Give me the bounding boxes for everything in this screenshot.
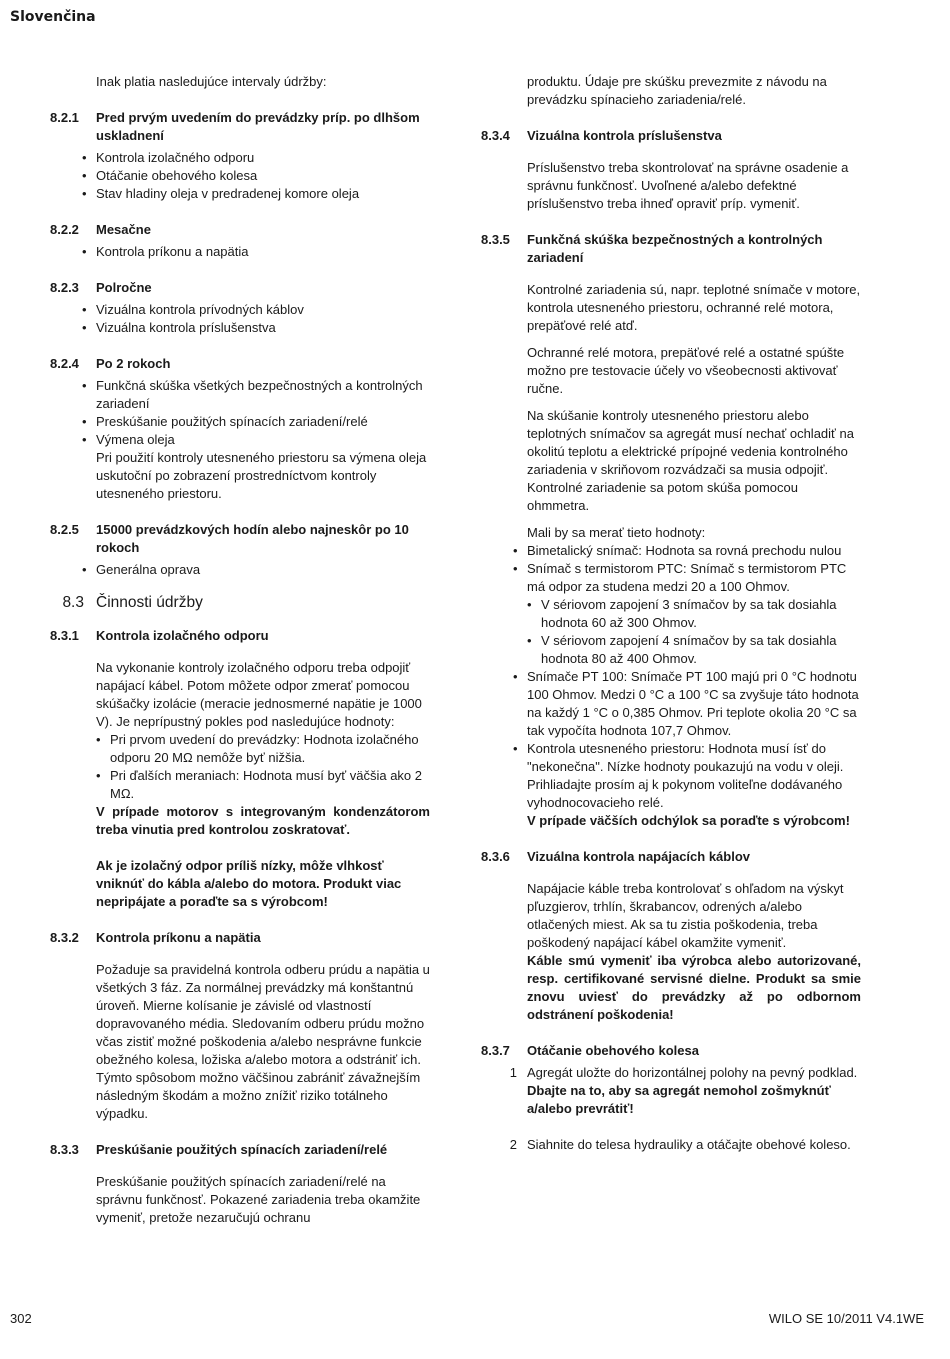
- accessories-text: Príslušenstvo treba skontrolovať na správne osadenie a správnu funkčnosť. Uvoľnené a/alebo defektné príslušenstvo treba ihneď opraviť príp. vymeniť.: [527, 160, 849, 211]
- list-8-2-1: [50, 149, 430, 203]
- section-title: Pred prvým uvedením do prevádzky príp. po dlhšom uskladnení: [96, 110, 420, 143]
- list-item: • Kontrola príkonu a napätia: [82, 244, 249, 259]
- page-number: 302: [10, 1311, 32, 1326]
- current-check-text: Požaduje sa pravidelná kontrola odberu prúdu a napätia u všetkých 3 fáz. Za normálnej prevádzky má konštantnú úroveň. Mierne kolísanie je závislé od vlastností dopravovaného média. Sledovaním odberu prúdu možno včas zistiť možné poškodenia a/alebo nesprávne funkcie obežného kolesa, ložiska a/alebo motora a odstrániť ich. Týmto spôsobom možno väčšinou zabrániť závažnejším následným škodám a možno znížiť riziko totálneho výpadku.: [96, 962, 430, 1121]
- section-8-3-1: 8.3.1 Kontrola izolačného odporu: [50, 628, 269, 643]
- oil-change-note: Pri použití kontroly utesneného priestoru sa výmena oleja uskutoční po zobrazení prostredníctvom kontroly utesneného priestoru.: [96, 450, 427, 501]
- cables-warning: Káble smú vymeniť iba výrobca alebo autorizované, resp. certifikované servisné dielne. Produkt sa smie znovu uviesť do prevádzky až po odbornom odstránení poškodenia!: [527, 953, 861, 1022]
- section-8-3-6: 8.3.6 Vizuálna kontrola napájacích káblov: [481, 849, 750, 864]
- list-item: • Výmena oleja: [82, 432, 175, 447]
- list-item: • V sériovom zapojení 3 snímačov by sa tak dosiahla hodnota 60 až 300 Ohmov.: [527, 597, 837, 630]
- section-8-2-3: 8.2.3 Polročne: [50, 280, 152, 295]
- left-column: [50, 73, 430, 1227]
- insulation-list: [50, 731, 430, 803]
- list-item: • Vizuálna kontrola príslušenstva: [82, 320, 276, 335]
- list-8-2-5: [50, 561, 430, 579]
- list-item: • Kontrola utesneného priestoru: Hodnota musí ísť do "nekonečna". Nízke hodnoty poukazujú na vodu v oleji. Prihliadajte prosím aj k pokynom voliteľne dodávaného vyhodnocovacieho relé.: [513, 741, 844, 810]
- section-8-3-4: 8.3.4 Vizuálna kontrola príslušenstva: [481, 128, 722, 143]
- section-8-3-3: 8.3.3 Preskúšanie použitých spínacích zariadení/relé: [50, 1142, 388, 1157]
- cables-text: Napájacie káble treba kontrolovať s ohľadom na výskyt pľuzgierov, trhlín, škrabancov, odrených a/alebo otlačených miest. Ak sa tu zistia poškodenia, treba poškodený napájací kábel okamžite vymeniť.: [527, 881, 844, 950]
- list-item: • Stav hladiny oleja v predradenej komore oleja: [82, 186, 360, 201]
- list-item: • Vizuálna kontrola prívodných káblov: [82, 302, 304, 317]
- list-item: • Generálna oprava: [82, 562, 201, 577]
- capacitor-warning: V prípade motorov s integrovaným kondenzátorom treba vinutia pred kontrolou zoskratovať.: [96, 804, 430, 837]
- list-item: • V sériovom zapojení 4 snímačov by sa tak dosiahla hodnota 80 až 400 Ohmov.: [527, 633, 837, 666]
- monitoring-p3: Na skúšanie kontroly utesneného priestoru alebo teplotných snímačov sa agregát musí nechať ochladiť na okolitú teplotu a elektrické prípojné vedenia kontrolného zariadenia v skriňovom rozvádzači sa musia odpojiť. Kontrolné zariadenie sa potom skúša pomocou ohmmetra.: [527, 408, 854, 513]
- section-8-3-5: 8.3.5 Funkčná skúška bezpečnostných a kontrolných zariadení: [481, 232, 823, 265]
- section-8-2-5: 8.2.5 15000 prevádzkových hodín alebo najneskôr po 10 rokoch: [50, 522, 409, 555]
- step-2: 2 Siahnite do telesa hydrauliky a otáčajte obehové koleso.: [509, 1137, 851, 1152]
- monitoring-p1: Kontrolné zariadenia sú, napr. teplotné snímače v motore, kontrola utesneného priestoru, ochranné relé motora, prepäťové relé atď.: [527, 282, 861, 333]
- insulation-warning: Ak je izolačný odpor príliš nízky, môže vlhkosť vniknúť do kábla a/alebo do motora. Produkt viac nepripájate a poraďte sa s výrobcom!: [96, 858, 402, 909]
- section-8-3-heading: 8.3 Činnosti údržby: [62, 594, 203, 611]
- list-item: • Otáčanie obehového kolesa: [82, 168, 258, 183]
- measure-list: [481, 542, 861, 812]
- list-item: • Pri prvom uvedení do prevádzky: Hodnota izolačného odporu 20 MΩ nemôže byť nižšia.: [96, 732, 419, 765]
- page-header-language: Slovenčina: [10, 9, 96, 25]
- ptc-sublist: [527, 596, 861, 668]
- section-8-3-7: 8.3.7 Otáčanie obehového kolesa: [481, 1043, 699, 1058]
- switchgear-text: Preskúšanie použitých spínacích zariadení/relé na správnu funkčnosť. Pokazené zariadenia treba okamžite vymeniť, pretože nezaručujú ochranu: [96, 1174, 421, 1225]
- list-8-2-4: [50, 377, 430, 449]
- list-8-2-3: [50, 301, 430, 337]
- section-8-2-2: 8.2.2 Mesačne: [50, 222, 151, 237]
- section-8-3-2: 8.3.2 Kontrola príkonu a napätia: [50, 930, 261, 945]
- monitoring-p4: Mali by sa merať tieto hodnoty:: [527, 525, 706, 540]
- list-item: • Bimetalický snímač: Hodnota sa rovná prechodu nulou: [513, 543, 842, 558]
- insulation-text: Na vykonanie kontroly izolačného odporu treba odpojiť napájací kábel. Potom môžete odpor zmerať pomocou skúšačky izolácie (meracie jednosmerné napätie je 1000 V). Je neprípustný pokles pod nasledujúce hodnoty:: [96, 660, 422, 729]
- section-number: 8.2.1: [50, 110, 79, 125]
- continued-text: produktu. Údaje pre skúšku prevezmite z návodu na prevádzku spínacieho zariadenia/relé.: [527, 74, 827, 107]
- section-8-2-1: [50, 109, 430, 145]
- list-item: • Preskúšanie použitých spínacích zariadení/relé: [82, 414, 368, 429]
- monitoring-p2: Ochranné relé motora, prepäťové relé a ostatné spúšte možno pre testovacie účely vo všeobecnosti aktivovať ručne.: [527, 345, 845, 396]
- list-item: • Funkčná skúška všetkých bezpečnostných a kontrolných zariadení: [82, 378, 423, 411]
- list-item: • Snímače PT 100: Snímače PT 100 majú pri 0 °C hodnotu 100 Ohmov. Medzi 0 °C a 100 °C sa zvyšuje táto hodnota na každý 1 °C o 0,385 Ohmov. Pri teplote okolia 20 °C sa tak vypočíta hodnota 107,7 Ohmov.: [513, 669, 859, 738]
- intro-text: Inak platia nasledujúce intervaly údržby:: [96, 74, 327, 89]
- step-1: 1 Agregát uložte do horizontálnej polohy na pevný podklad. Dbajte na to, aby sa agregát nemohol zošmyknúť a/alebo prevrátiť!: [509, 1065, 858, 1116]
- deviation-warning: V prípade väčších odchýlok sa poraďte s výrobcom!: [527, 813, 850, 828]
- document-id: WILO SE 10/2011 V4.1WE: [768, 1311, 924, 1326]
- list-item: • Snímač s termistorom PTC: Snímač s termistorom PTC má odpor za studena medzi 20 a 100 Ohmov. • V sériovom zapojení 3 snímačov by sa tak dosiahla hodnota 60 až 300 Ohmov. • V sériovom zapojení 4 snímačov by sa tak dosiahla hodnota 80 až 400 Ohmov.: [527, 560, 861, 668]
- step-1-warning: Dbajte na to, aby sa agregát nemohol zošmyknúť a/alebo prevrátiť!: [527, 1083, 831, 1116]
- list-item: • Kontrola izolačného odporu: [82, 150, 255, 165]
- right-column: [481, 73, 861, 1154]
- section-8-2-4: 8.2.4 Po 2 rokoch: [50, 356, 171, 371]
- list-item: • Pri ďalších meraniach: Hodnota musí byť väčšia ako 2 MΩ.: [96, 768, 423, 801]
- list-8-2-2: [50, 243, 430, 261]
